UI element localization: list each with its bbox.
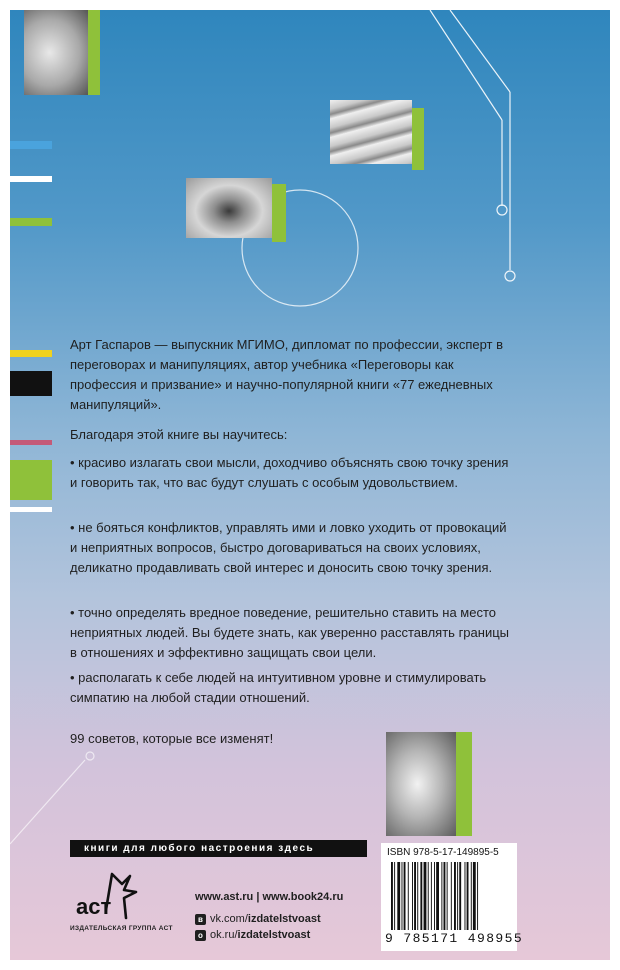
barcode-bar <box>424 862 427 930</box>
barcode-bar <box>436 862 439 930</box>
barcode-bar <box>451 862 452 930</box>
barcode-bar <box>408 862 409 930</box>
intro-text: Благодаря этой книге вы научитесь: <box>70 427 288 442</box>
barcode-bar <box>467 862 469 930</box>
barcode-image <box>389 862 511 930</box>
barcode-bar <box>459 862 461 930</box>
stripe-white-1 <box>10 176 52 182</box>
deco-node-3 <box>86 752 94 760</box>
isbn-barcode-box <box>381 843 524 951</box>
barcode-bar <box>414 862 416 930</box>
barcode-bar <box>412 862 413 930</box>
stripe-green-2 <box>10 460 52 500</box>
ok-link[interactable] <box>195 927 343 943</box>
barcode-bar <box>465 862 466 930</box>
stripe-blue <box>10 141 52 149</box>
barcode-bar <box>391 862 393 930</box>
vk-link[interactable] <box>195 911 343 927</box>
author-bio: Арт Гаспаров — выпускник МГИМО, дипломат по профессии, эксперт в переговорах и манипуляциях, автор учебника «Переговоры как профессия и призвание» и научно-популярной книги «77 ежедневных манипуляций». <box>70 337 504 412</box>
barcode-bar <box>420 862 422 930</box>
barcode-bar <box>431 862 432 930</box>
deco-node-2 <box>505 271 515 281</box>
vk-icon: в <box>195 914 206 925</box>
vk-prefix: vk.com/ <box>210 913 248 925</box>
logo-text: аст <box>76 894 112 919</box>
deco-line-3 <box>450 10 510 92</box>
stripe-pink <box>10 440 52 445</box>
closing-tagline: 99 советов, которые все изменят! <box>70 731 274 746</box>
barcode-bar <box>447 862 448 930</box>
barcode-bar <box>404 862 406 930</box>
barcode-bar <box>457 862 458 930</box>
website-links[interactable]: www.ast.ru | www.book24.ru <box>195 891 344 903</box>
publisher-links <box>195 889 343 943</box>
series-tagline: книги для любого настроения здесь <box>70 840 367 857</box>
deco-line-5 <box>10 760 85 844</box>
bullet-2: • не бояться конфликтов, управлять ими и ловко уходить от провокаций и неприятных вопросов, быстро договариваться на своих условиях, деликатно продавливать свой интерес и доносить свою точку зрения. <box>70 520 507 575</box>
barcode-bar <box>473 862 476 930</box>
stripe-yellow <box>10 350 52 357</box>
ast-logo <box>72 870 152 932</box>
deco-node-1 <box>497 205 507 215</box>
bullet-1: • красиво излагать свои мысли, доходчиво объяснять свою точку зрения и говорить так, что вас будут слушать с особым удовольствием. <box>70 455 509 490</box>
wavy-sculpture-photo <box>330 100 424 170</box>
barcode-bar <box>477 862 478 930</box>
ok-handle: izdatelstvoast <box>237 929 311 941</box>
barcode-bar <box>471 862 472 930</box>
book-back-cover <box>10 10 610 960</box>
stripe-black <box>10 371 52 396</box>
bullet-4: • располагать к себе людей на интуитивном уровне и стимулировать симпатию на любой стадии отношений. <box>70 670 487 705</box>
barcode-number: 9 785171 498955 <box>385 931 524 946</box>
bullet-3: • точно определять вредное поведение, решительно ставить на место неприятных людей. Вы будете знать, как уверенно расставлять границы в отношениях и эффективно защищать свои цели. <box>70 605 509 660</box>
barcode-bar <box>417 862 418 930</box>
barcode-bar <box>397 862 400 930</box>
ok-prefix: ok.ru/ <box>210 929 238 941</box>
barcode-bar <box>402 862 403 930</box>
barcode-bar <box>454 862 456 930</box>
barcode-bar <box>428 862 429 930</box>
ok-icon: о <box>195 930 206 941</box>
publisher-name: ИЗДАТЕЛЬСКАЯ ГРУППА АСТ <box>70 925 173 932</box>
barcode-bar <box>441 862 442 930</box>
nose-sculpture-photo <box>24 10 100 95</box>
barcode-bar <box>394 862 395 930</box>
stripe-green-1 <box>10 218 52 226</box>
stripe-white-2 <box>10 507 52 512</box>
deco-line-1 <box>430 10 502 120</box>
barcode-bar <box>444 862 446 930</box>
vk-handle: izdatelstvoast <box>247 913 321 925</box>
isbn-text: ISBN 978-5-17-149895-5 <box>387 847 499 858</box>
barcode-bar <box>434 862 435 930</box>
eye-sculpture-photo <box>186 178 286 242</box>
